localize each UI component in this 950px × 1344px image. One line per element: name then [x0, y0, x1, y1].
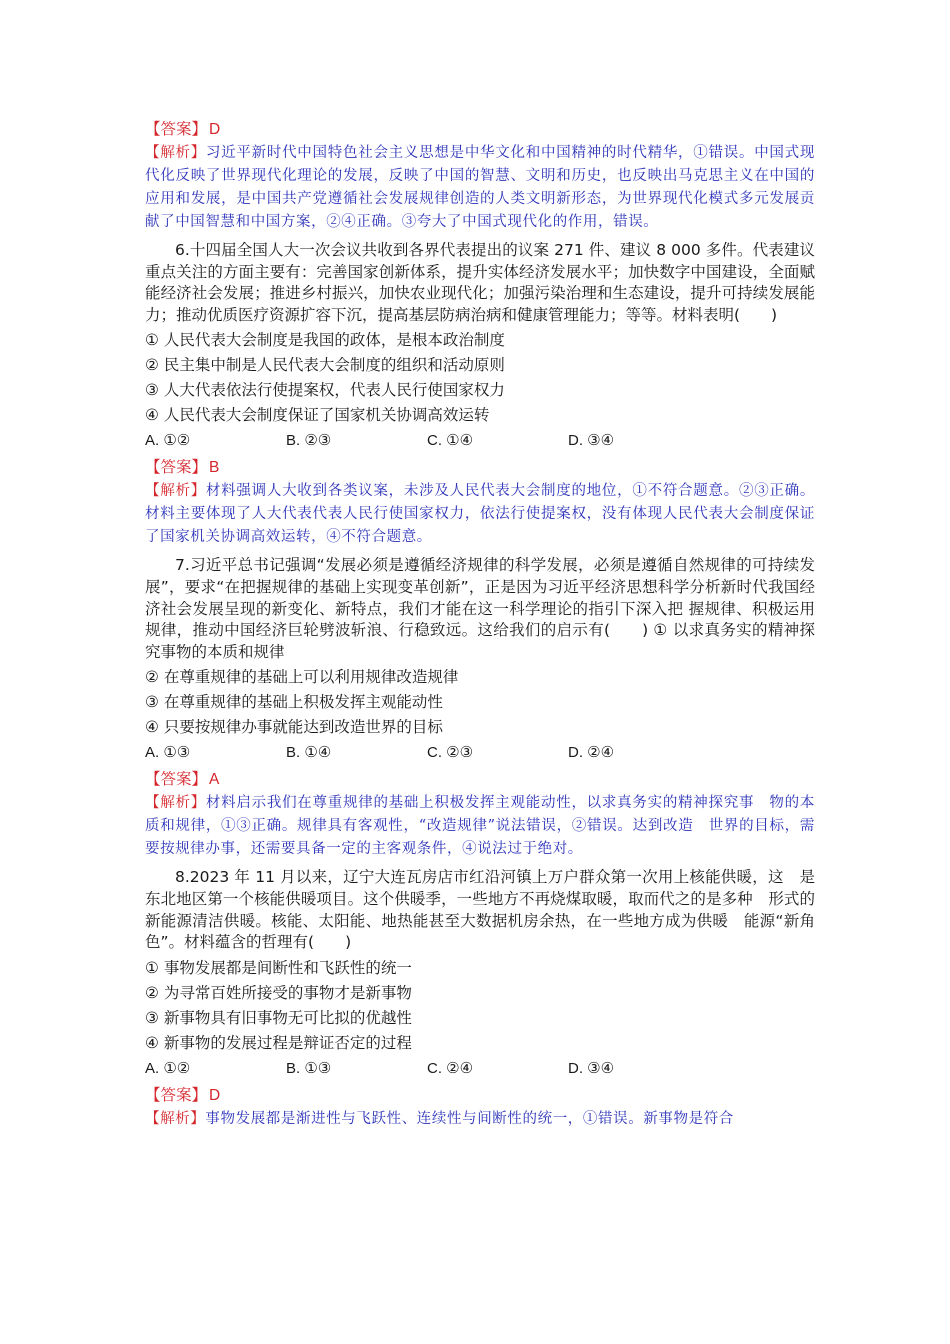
choice-d: D. ③④ — [568, 432, 615, 450]
answer-value: A — [209, 771, 220, 789]
document-page — [145, 116, 815, 1131]
answer-tag: 【答案】 — [145, 771, 208, 789]
option-2: ② 在尊重规律的基础上可以利用规律改造规律 — [145, 668, 459, 687]
answer-choices — [145, 740, 815, 766]
answer-tag: 【答案】 — [145, 459, 208, 477]
answer-line — [145, 1084, 815, 1108]
choice-a: A. ①② — [145, 1059, 191, 1077]
explanation-tag: 【解析】 — [145, 1110, 206, 1127]
option-1: ① 事物发展都是间断性和飞跃性的统一 — [145, 958, 412, 977]
explanation-text: 材料强调人大收到各类议案，未涉及人民代表大会制度的地位，①不符合题意。②③正确。材料主要体现了人大代表代表人民行使国家权力，依法行使提案权，没有体现人民代表大会制度保证了国家机关协调高效运转，④不符合题意。 — [145, 483, 815, 546]
answer-line — [145, 118, 815, 142]
choice-c: C. ①④ — [427, 432, 474, 450]
option-3: ③ 在尊重规律的基础上积极发挥主观能动性 — [145, 693, 443, 712]
answer-value: B — [209, 459, 220, 477]
explanation-tag: 【解析】 — [145, 145, 206, 161]
option-3: ③ 人大代表依法行使提案权，代表人民行使国家权力 — [145, 381, 505, 400]
answer-choices — [145, 428, 815, 454]
option-4: ④ 人民代表大会制度保证了国家机关协调高效运转 — [145, 406, 490, 425]
choice-c: C. ②④ — [427, 1059, 474, 1077]
explanation-text: 事物发展都是渐进性与飞跃性、连续性与间断性的统一，①错误。新事物是符合 — [205, 1110, 734, 1127]
explanation — [145, 142, 815, 234]
answer-tag: 【答案】 — [145, 121, 208, 138]
choice-b: B. ①④ — [286, 744, 332, 762]
answer-tag: 【答案】 — [145, 1086, 208, 1104]
choice-d: D. ③④ — [568, 1059, 615, 1077]
choice-c: C. ②③ — [427, 744, 474, 762]
answer-choices — [145, 1056, 815, 1082]
choice-a: A. ①② — [145, 432, 191, 450]
question-stem: 6.十四届全国人大一次会议共收到各界代表提出的议案 271 件、建议 8 000 多件。代表建议重点关注的方面主要有：完善国家创新体系，提升实体经济发展水平；加快数字中国建设，全面赋能经济社会发展；推进乡村振兴，加快农业现代化；加强污染治理和生态建设，提升可持续发展能力；推动优质医疗资源扩容下沉，提高基层防病治病和健康管理能力；等等。材料表明( ) — [145, 241, 815, 324]
answer-line — [145, 768, 815, 792]
explanation-tag: 【解析】 — [145, 795, 206, 812]
answer-value: D — [209, 121, 221, 138]
option-2: ② 为寻常百姓所接受的事物才是新事物 — [145, 983, 412, 1002]
option-4: ④ 新事物的发展过程是辩证否定的过程 — [145, 1033, 412, 1052]
explanation-tag: 【解析】 — [145, 483, 206, 500]
option-4: ④ 只要按规律办事就能达到改造世界的目标 — [145, 718, 443, 737]
answer-value: D — [209, 1086, 221, 1104]
answer-line — [145, 456, 815, 480]
option-2: ② 民主集中制是人民代表大会制度的组织和活动原则 — [145, 356, 505, 375]
explanation-text: 习近平新时代中国特色社会主义思想是中华文化和中国精神的时代精华，①错误。中国式现代化反映了世界现代化理论的发展，反映了中国的智慧、文明和历史，也反映出马克思主义在中国的应用和发展，是中国共产党遵循社会发展规律创造的人类文明新形态，为世界现代化模式多元发展贡献了中国智慧和中国方案，②④正确。③夸大了中国式现代化的作用，错误。 — [145, 145, 815, 230]
explanation — [145, 1108, 815, 1131]
explanation — [145, 792, 815, 861]
choice-d: D. ②④ — [568, 744, 615, 762]
explanation-text: 材料启示我们在尊重规律的基础上积极发挥主观能动性，以求真务实的精神探究事 物的本质和规律，①③正确。规律具有客观性，“改造规律”说法错误，②错误。达到改造 世界的目标，需要按规律办事，还需要具备一定的主客观条件，④说法过于绝对。 — [145, 795, 815, 858]
choice-a: A. ①③ — [145, 744, 191, 762]
explanation — [145, 480, 815, 549]
question-stem: 7.习近平总书记强调“发展必须是遵循经济规律的科学发展，必须是遵循自然规律的可持续发展”，要求“在把握规律的基础上实现变革创新”，正是因为习近平经济思想科学分析新时代我国经济社会发展呈现的新变化、新特点，我们才能在这一科学理论的指引下深入把 握规律、积极运用规律，推动中国经济巨轮劈波斩浪、行稳致远。这给我们的启示有( ) ① 以求真务实的精神探究事物的本质和规律 — [145, 556, 815, 661]
question-stem: 8.2023 年 11 月以来，辽宁大连瓦房店市红沿河镇上万户群众第一次用上核能供暖，这 是东北地区第一个核能供暖项目。这个供暖季，一些地方不再烧煤取暖，取而代之的是多种 形式的新能源清洁供暖。核能、太阳能、地热能甚至大数据机房余热，在一些地方成为供暖 能源“新角色”。材料蕴含的哲理有( ) — [145, 868, 815, 952]
option-3: ③ 新事物具有旧事物无可比拟的优越性 — [145, 1008, 412, 1027]
choice-b: B. ①③ — [286, 1059, 332, 1077]
option-1: ① 人民代表大会制度是我国的政体，是根本政治制度 — [145, 331, 505, 350]
choice-b: B. ②③ — [286, 432, 332, 450]
